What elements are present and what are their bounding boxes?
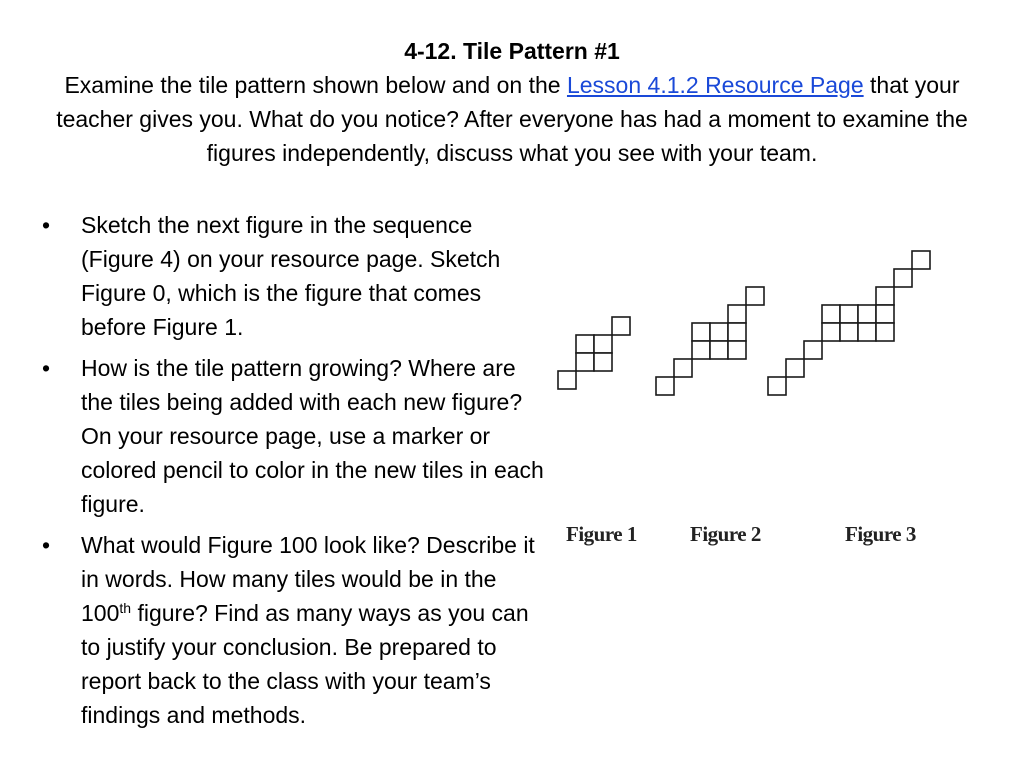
figure-1 xyxy=(558,317,630,389)
tile-pattern-figures xyxy=(550,245,970,555)
bullet-text-sketch: Sketch the next figure in the sequence (Figure 4) on your resource page. Sketch Figure 0, which is the figure that comes before Figure 1. xyxy=(81,212,501,340)
tile xyxy=(656,377,674,395)
intro-text-start: Examine the tile pattern shown below and on the xyxy=(64,72,567,98)
tile xyxy=(786,359,804,377)
tile xyxy=(804,341,822,359)
tile xyxy=(876,305,894,323)
tile xyxy=(594,335,612,353)
figure-1-label: Figure 1 xyxy=(566,522,637,546)
tile xyxy=(858,323,876,341)
bullet-marker: • xyxy=(42,355,51,381)
tile xyxy=(558,371,576,389)
bullet-text-growth: How is the tile pattern growing? Where are the tiles being added with each new figure? On your resource page, use a marker or colored pencil to color in the new tiles in each figure. xyxy=(81,355,544,517)
tile xyxy=(728,341,746,359)
tile xyxy=(576,335,594,353)
page-title: 4-12. Tile Pattern #1 xyxy=(404,38,620,64)
tile xyxy=(728,323,746,341)
figure-2-label: Figure 2 xyxy=(690,522,761,546)
tile xyxy=(692,323,710,341)
resource-page-link[interactable]: Lesson 4.1.2 Resource Page xyxy=(566,72,864,98)
bullet-marker: • xyxy=(42,532,51,558)
tile xyxy=(692,341,710,359)
tile xyxy=(576,353,594,371)
tile xyxy=(858,305,876,323)
bullet-item-sketch xyxy=(40,208,548,344)
tile xyxy=(594,353,612,371)
bullet-item-figure-100 xyxy=(40,528,548,732)
tile xyxy=(840,305,858,323)
tile xyxy=(822,305,840,323)
tile xyxy=(612,317,630,335)
tile xyxy=(894,269,912,287)
figure-2 xyxy=(656,287,764,395)
tile xyxy=(822,323,840,341)
bullet-text-figure-100-end: figure? Find as many ways as you can to justify your conclusion. Be prepared to report back to the class with your team’s findings and methods. xyxy=(81,600,529,728)
tile xyxy=(768,377,786,395)
figure-3-label: Figure 3 xyxy=(845,522,916,546)
tile xyxy=(710,341,728,359)
tile xyxy=(876,323,894,341)
bullet-marker: • xyxy=(42,212,51,238)
superscript-th: th xyxy=(119,600,132,616)
bullet-text-figure-100-start: What would Figure 100 look like? Describe it in words. How many tiles would be in the 100 xyxy=(81,532,535,626)
tile xyxy=(728,305,746,323)
intro-text-end: that your teacher gives you. What do you notice? After everyone has had a moment to examine the figures independently, discuss what you see with your team. xyxy=(56,72,968,166)
tile xyxy=(710,323,728,341)
tile xyxy=(674,359,692,377)
bullet-item-growth xyxy=(40,351,548,521)
tile xyxy=(840,323,858,341)
bullet-list xyxy=(40,208,548,739)
tile xyxy=(876,287,894,305)
slide-heading xyxy=(40,34,984,170)
tile xyxy=(746,287,764,305)
figure-3 xyxy=(768,251,930,395)
tile xyxy=(912,251,930,269)
